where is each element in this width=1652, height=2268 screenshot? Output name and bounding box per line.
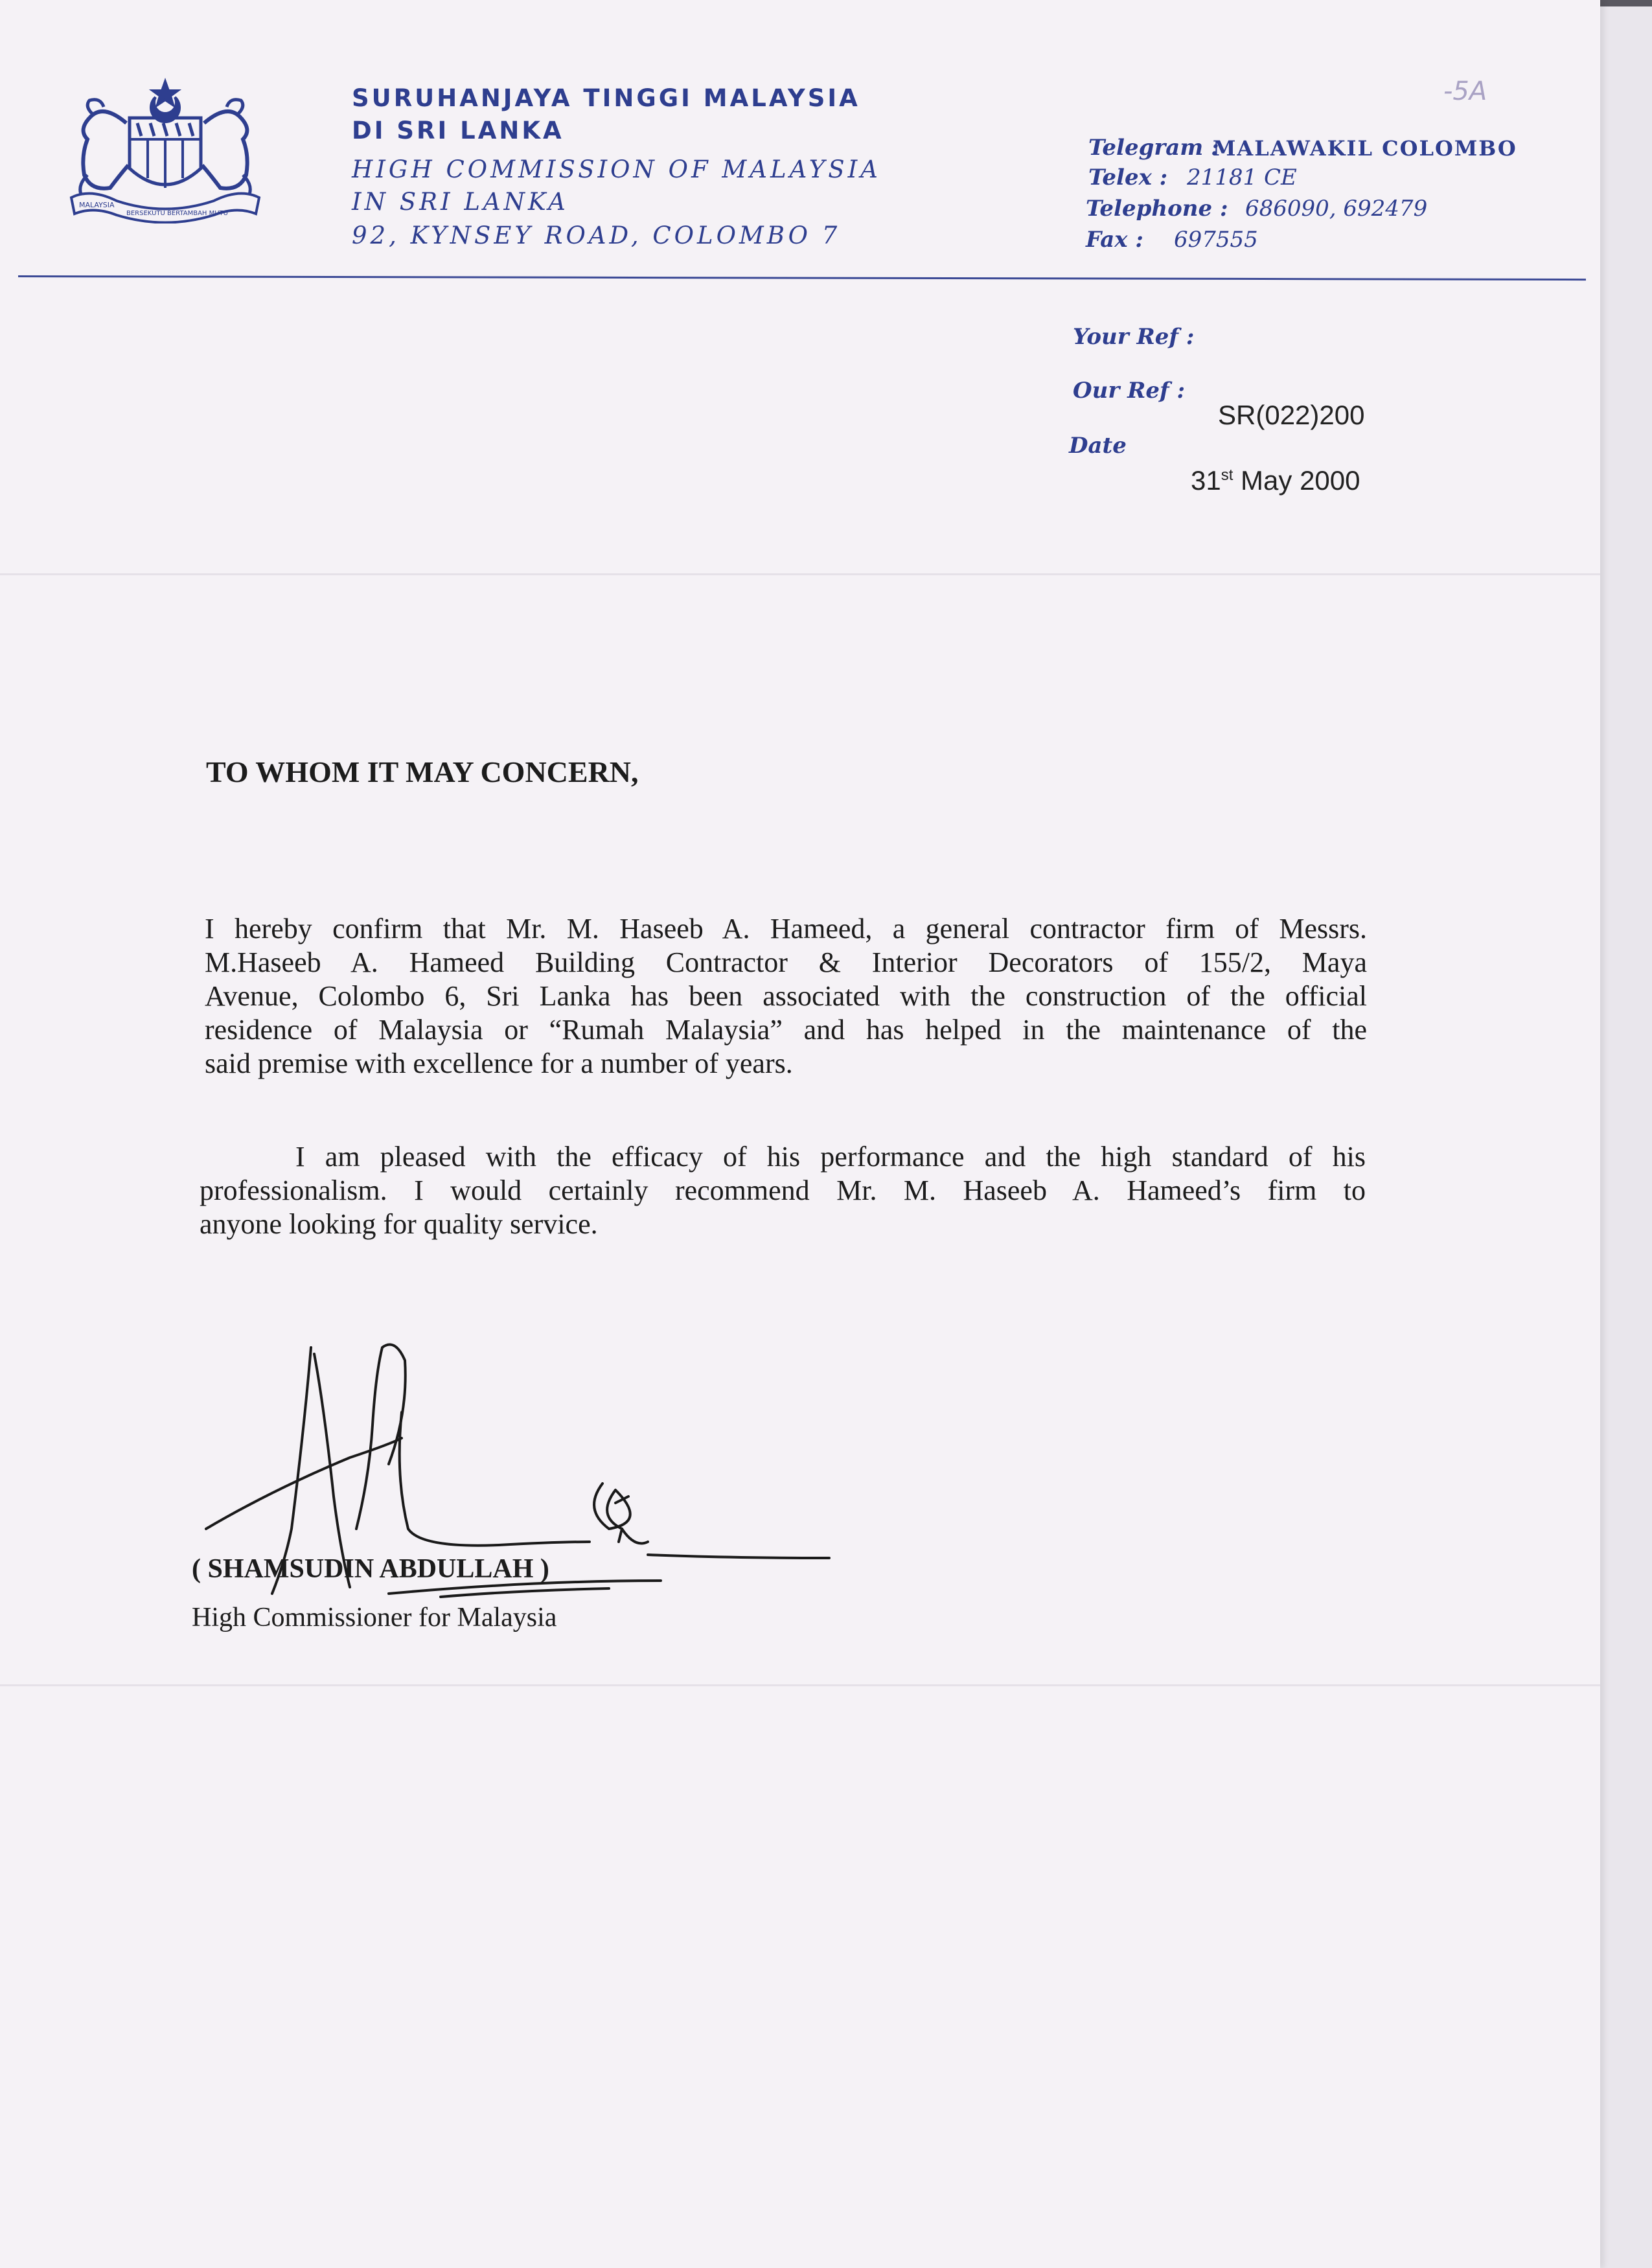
paragraph-line: Avenue, Colombo 6, Sri Lanka has been associated with the construction of the official (205, 980, 1367, 1012)
date-day: 31 (1191, 465, 1221, 496)
handwritten-signature (194, 1334, 842, 1632)
letterhead-rule (18, 275, 1586, 281)
emblem-motto-left: MALAYSIA (79, 201, 115, 209)
letterhead-malay-location: DI SRI LANKA (352, 117, 564, 144)
telegram-value: MALAWAKIL COLOMBO (1213, 136, 1517, 161)
letterhead-address: 92, KYNSEY ROAD, COLOMBO 7 (352, 222, 841, 249)
telex-value: 21181 CE (1187, 165, 1297, 190)
paragraph-line: M.Haseeb A. Hameed Building Contractor & Interior Decorators of 155/2, Maya (205, 946, 1367, 978)
salutation: TO WHOM IT MAY CONCERN, (206, 755, 639, 788)
date-label: Date (1069, 433, 1127, 459)
letterhead-malay-name: SURUHANJAYA TINGGI MALAYSIA (352, 84, 860, 112)
paragraph-1 (205, 912, 1367, 1081)
paragraph-line: said premise with excellence for a number of years. (205, 1048, 793, 1079)
date-value (1191, 465, 1360, 496)
paragraph-line: residence of Malaysia or “Rumah Malaysia” and has helped in the maintenance of the (205, 1014, 1367, 1046)
your-ref-label: Your Ref : (1073, 324, 1195, 350)
signatory-title: High Commissioner for Malaysia (192, 1603, 557, 1632)
emblem-motto-center: BERSEKUTU BERTAMBAH MUTU (126, 210, 228, 217)
paper-fold (0, 573, 1600, 575)
date-month-year: May 2000 (1233, 465, 1360, 496)
date-suffix: st (1221, 466, 1233, 484)
letterhead-english-location: IN SRI LANKA (352, 188, 569, 216)
signatory-name: ( SHAMSUDIN ABDULLAH ) (192, 1554, 549, 1584)
contact-telex (1088, 165, 1297, 190)
paragraph-line: professionalism. I would certainly recommend Mr. M. Haseeb A. Hameed’s firm to (200, 1174, 1366, 1206)
contact-telegram (1088, 135, 1517, 161)
malaysia-coat-of-arms-icon (65, 78, 266, 223)
telex-label: Telex : (1088, 165, 1168, 190)
contact-fax (1086, 227, 1258, 253)
paper-fold (0, 1684, 1600, 1686)
contact-telephone (1086, 196, 1428, 222)
paragraph-line: I am pleased with the efficacy of his performance and the high standard of his (295, 1141, 1366, 1173)
paragraph-line: I hereby confirm that Mr. M. Haseeb A. Hameed, a general contractor firm of Messrs. (205, 913, 1367, 945)
our-ref-value: SR(022)200 (1218, 400, 1365, 430)
handwritten-mark: -5A (1443, 76, 1487, 106)
telephone-value: 686090, 692479 (1245, 196, 1428, 222)
our-ref-label: Our Ref : (1073, 378, 1185, 404)
letterhead-english-name: HIGH COMMISSION OF MALAYSIA (352, 155, 881, 183)
paragraph-line: anyone looking for quality service. (200, 1208, 598, 1240)
telegram-label: Telegram : (1088, 135, 1219, 161)
fax-label: Fax : (1086, 227, 1143, 253)
paragraph-2 (200, 1140, 1366, 1241)
fax-value: 697555 (1174, 227, 1258, 253)
telephone-label: Telephone : (1086, 196, 1228, 222)
